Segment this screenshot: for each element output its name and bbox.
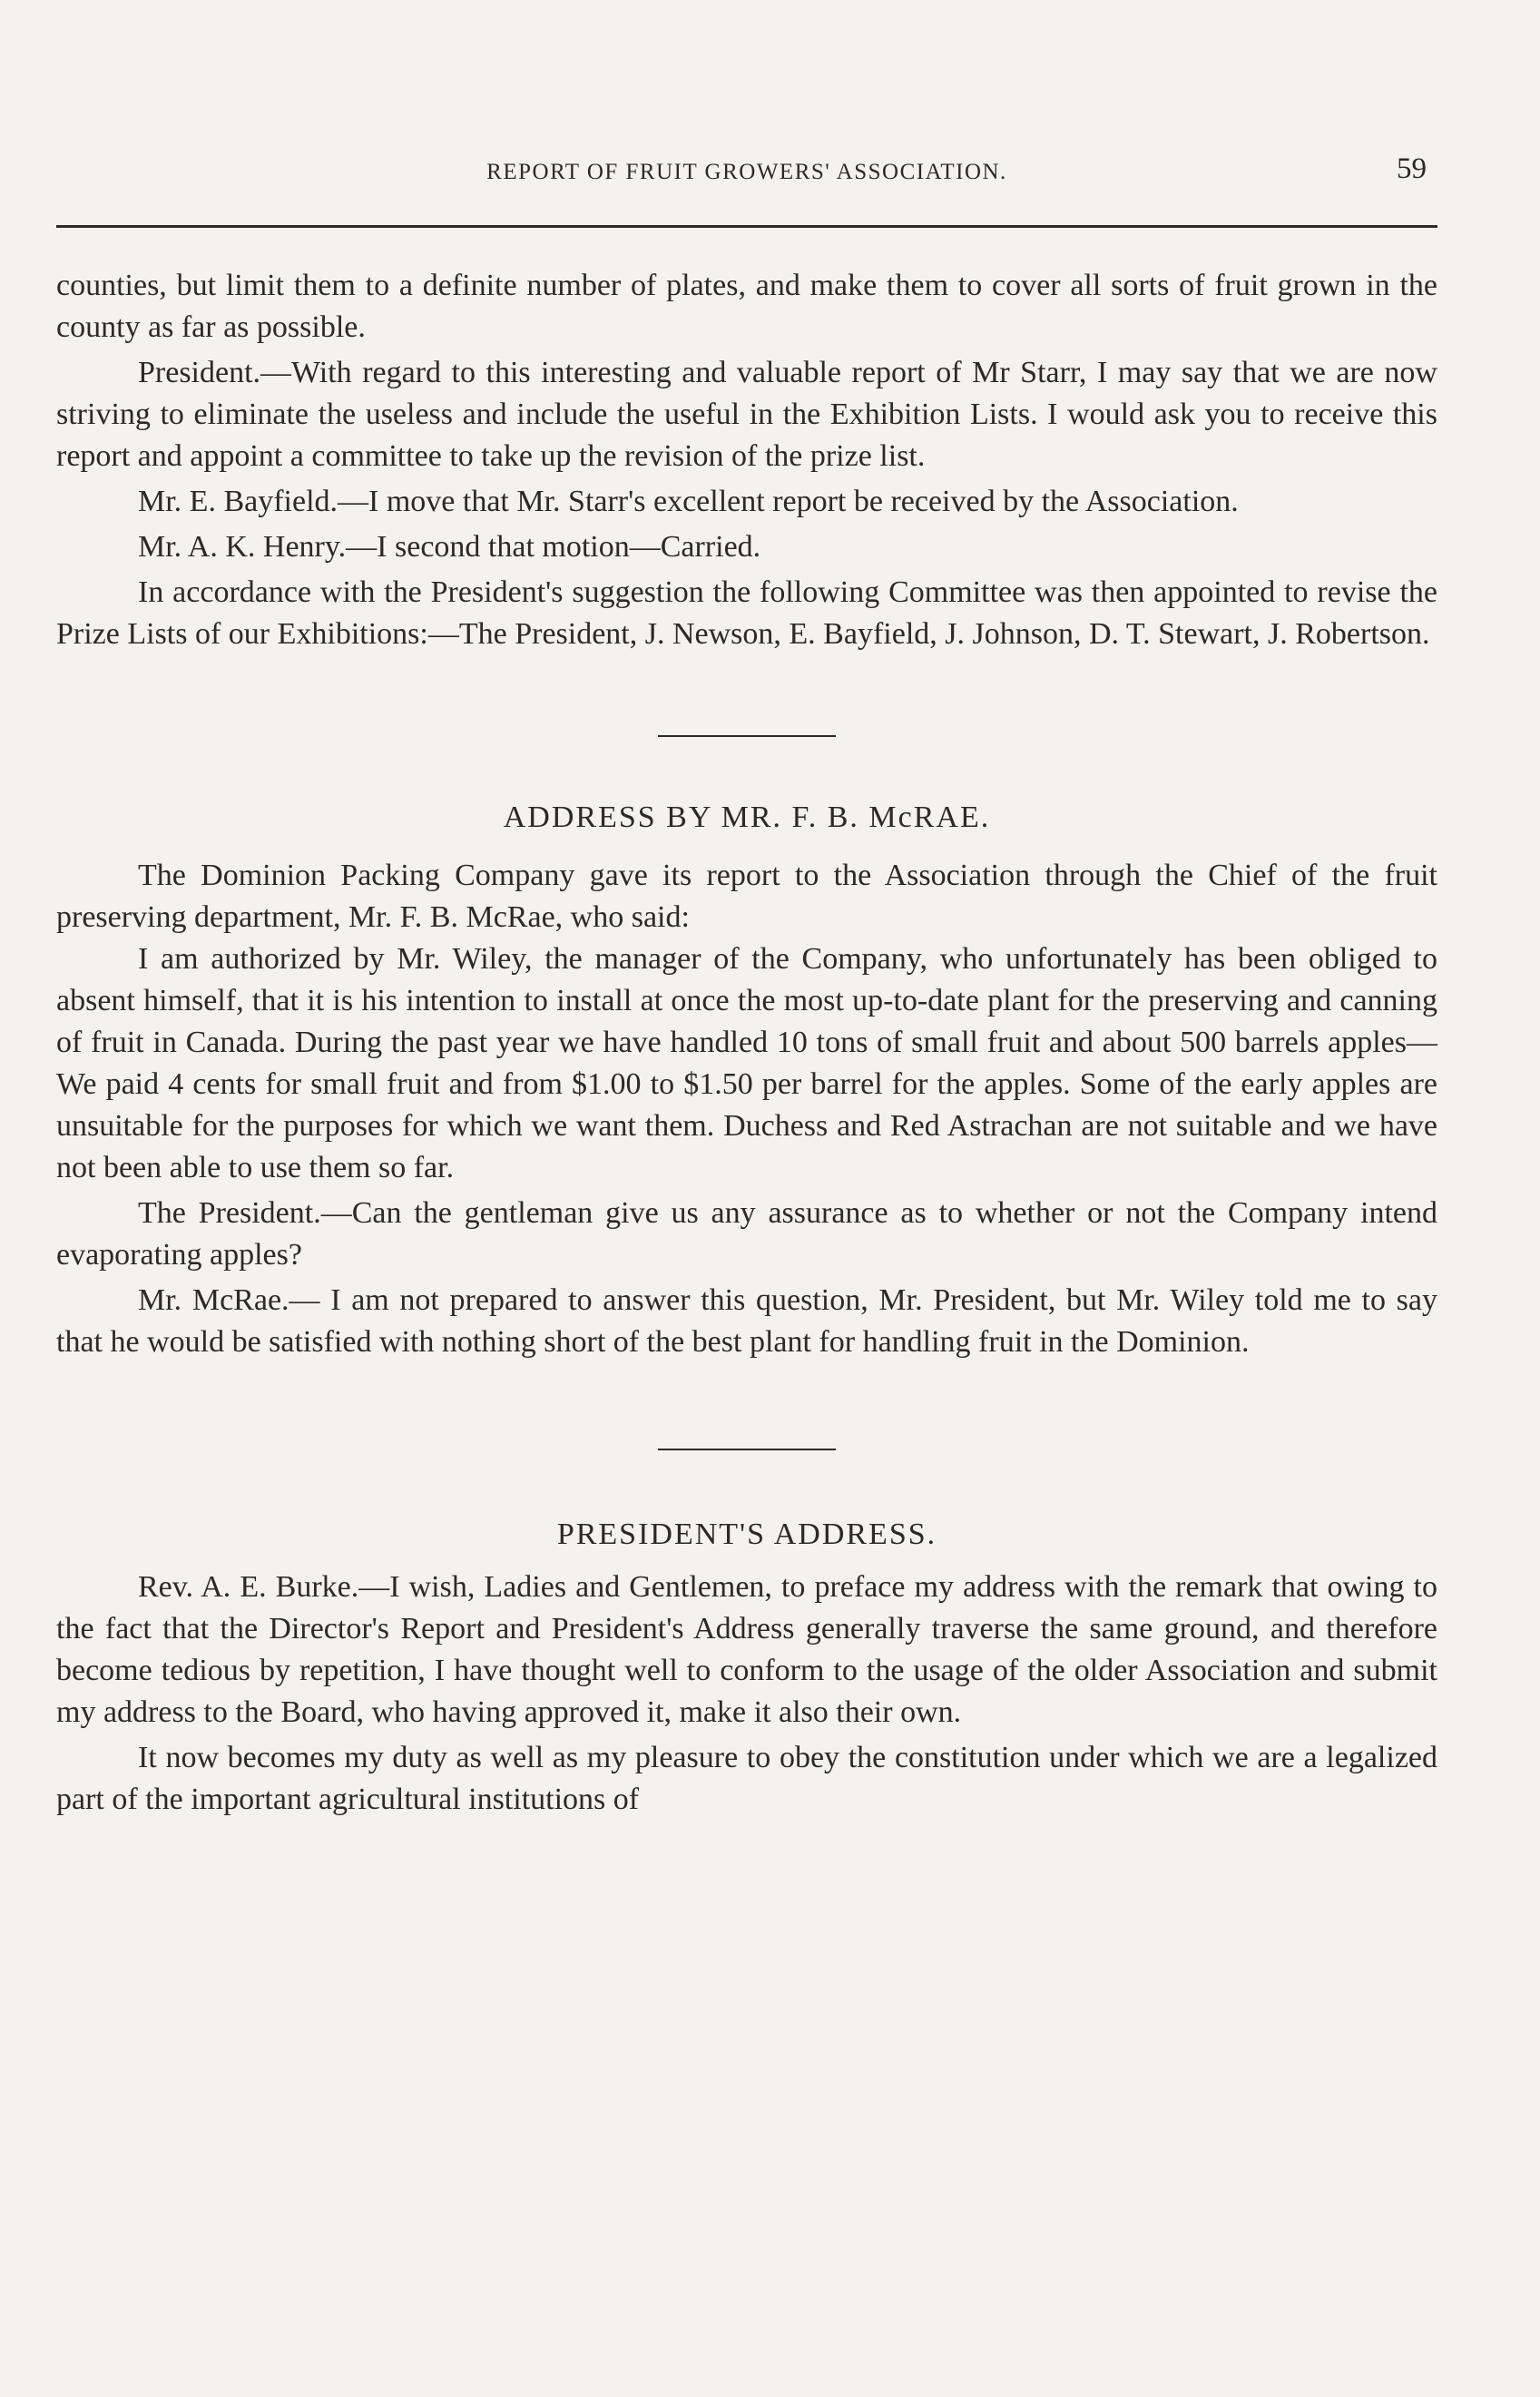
page-number: 59: [1397, 152, 1427, 185]
paragraph-committee-appointed: In accordance with the President's suggestion the following Committee was then appointed to revise the Prize Lists of our Exhibitions:—The President, J. Newson, E. Bayfield, J. Johnson, D. T. Stewart, J. Robertson.: [56, 575, 1437, 651]
paragraph-president-remark: President.—With regard to this interesting and valuable report of Mr Starr, I may say that we are now striving to eliminate the useless and include the useful in the Exhibition Lists. I would ask you to receive this report and appoint a committee to take up the revision of the prize list.: [56, 356, 1437, 473]
paragraph-mcrae-answer: Mr. McRae.— I am not prepared to answer this question, Mr. President, but Mr. Wiley told me to say that he would be satisfied with nothing short of the best plant for handling fruit in the Dominion.: [56, 1283, 1437, 1359]
paragraph-president-question: The President.—Can the gentleman give us any assurance as to whether or not the Company intend evaporating apples?: [56, 1196, 1437, 1272]
paragraph-henry-second: Mr. A. K. Henry.—I second that motion—Carried.: [138, 530, 761, 564]
paragraph-burke-address: Rev. A. E. Burke.—I wish, Ladies and Gentlemen, to preface my address with the remark that owing to the fact that the Director's Report and President's Address generally traverse the same ground, and therefore become tedious by repetition, I have thought well to conform to the usage of the older Association and submit my address to the Board, who having approved it, make it also their own.: [56, 1570, 1437, 1729]
section-divider: [658, 735, 836, 737]
document-page: [56, 0, 1437, 2397]
running-head: [56, 152, 1437, 192]
paragraph-mcrae-intro: The Dominion Packing Company gave its report to the Association through the Chief of the fruit preserving department, Mr. F. B. McRae, who said:: [56, 859, 1437, 934]
paragraph-duty: It now becomes my duty as well as my pleasure to obey the constitution under which we are a legalized part of the important agricultural institutions of: [56, 1741, 1437, 1816]
body-text: [56, 265, 1437, 1821]
running-title: REPORT OF FRUIT GROWERS' ASSOCIATION.: [486, 160, 1007, 184]
section-divider: [658, 1449, 836, 1450]
paragraph-mcrae-report: I am authorized by Mr. Wiley, the manager of the Company, who unfortunately has been obliged to absent himself, that it is his intention to install at once the most up-to-date plant for the preserving and canning of fruit in Canada. During the past year we have handled 10 tons of small fruit and about 500 barrels apples—We paid 4 cents for small fruit and from $1.00 to $1.50 per barrel for the apples. Some of the early apples are unsuitable for the purposes for which we want them. Duchess and Red Astrachan are not suitable and we have not been able to use them so far.: [56, 942, 1437, 1184]
paragraph-continuation: counties, but limit them to a definite number of plates, and make them to cover all sorts of fruit grown in the county as far as possible.: [56, 269, 1437, 344]
paragraph-bayfield-motion: Mr. E. Bayfield.—I move that Mr. Starr's excellent report be received by the Association.: [138, 485, 1239, 518]
header-rule: [56, 225, 1437, 228]
section-heading-mcrae: ADDRESS BY MR. F. B. McRAE.: [503, 801, 991, 834]
section-heading-president: PRESIDENT'S ADDRESS.: [556, 1518, 937, 1551]
